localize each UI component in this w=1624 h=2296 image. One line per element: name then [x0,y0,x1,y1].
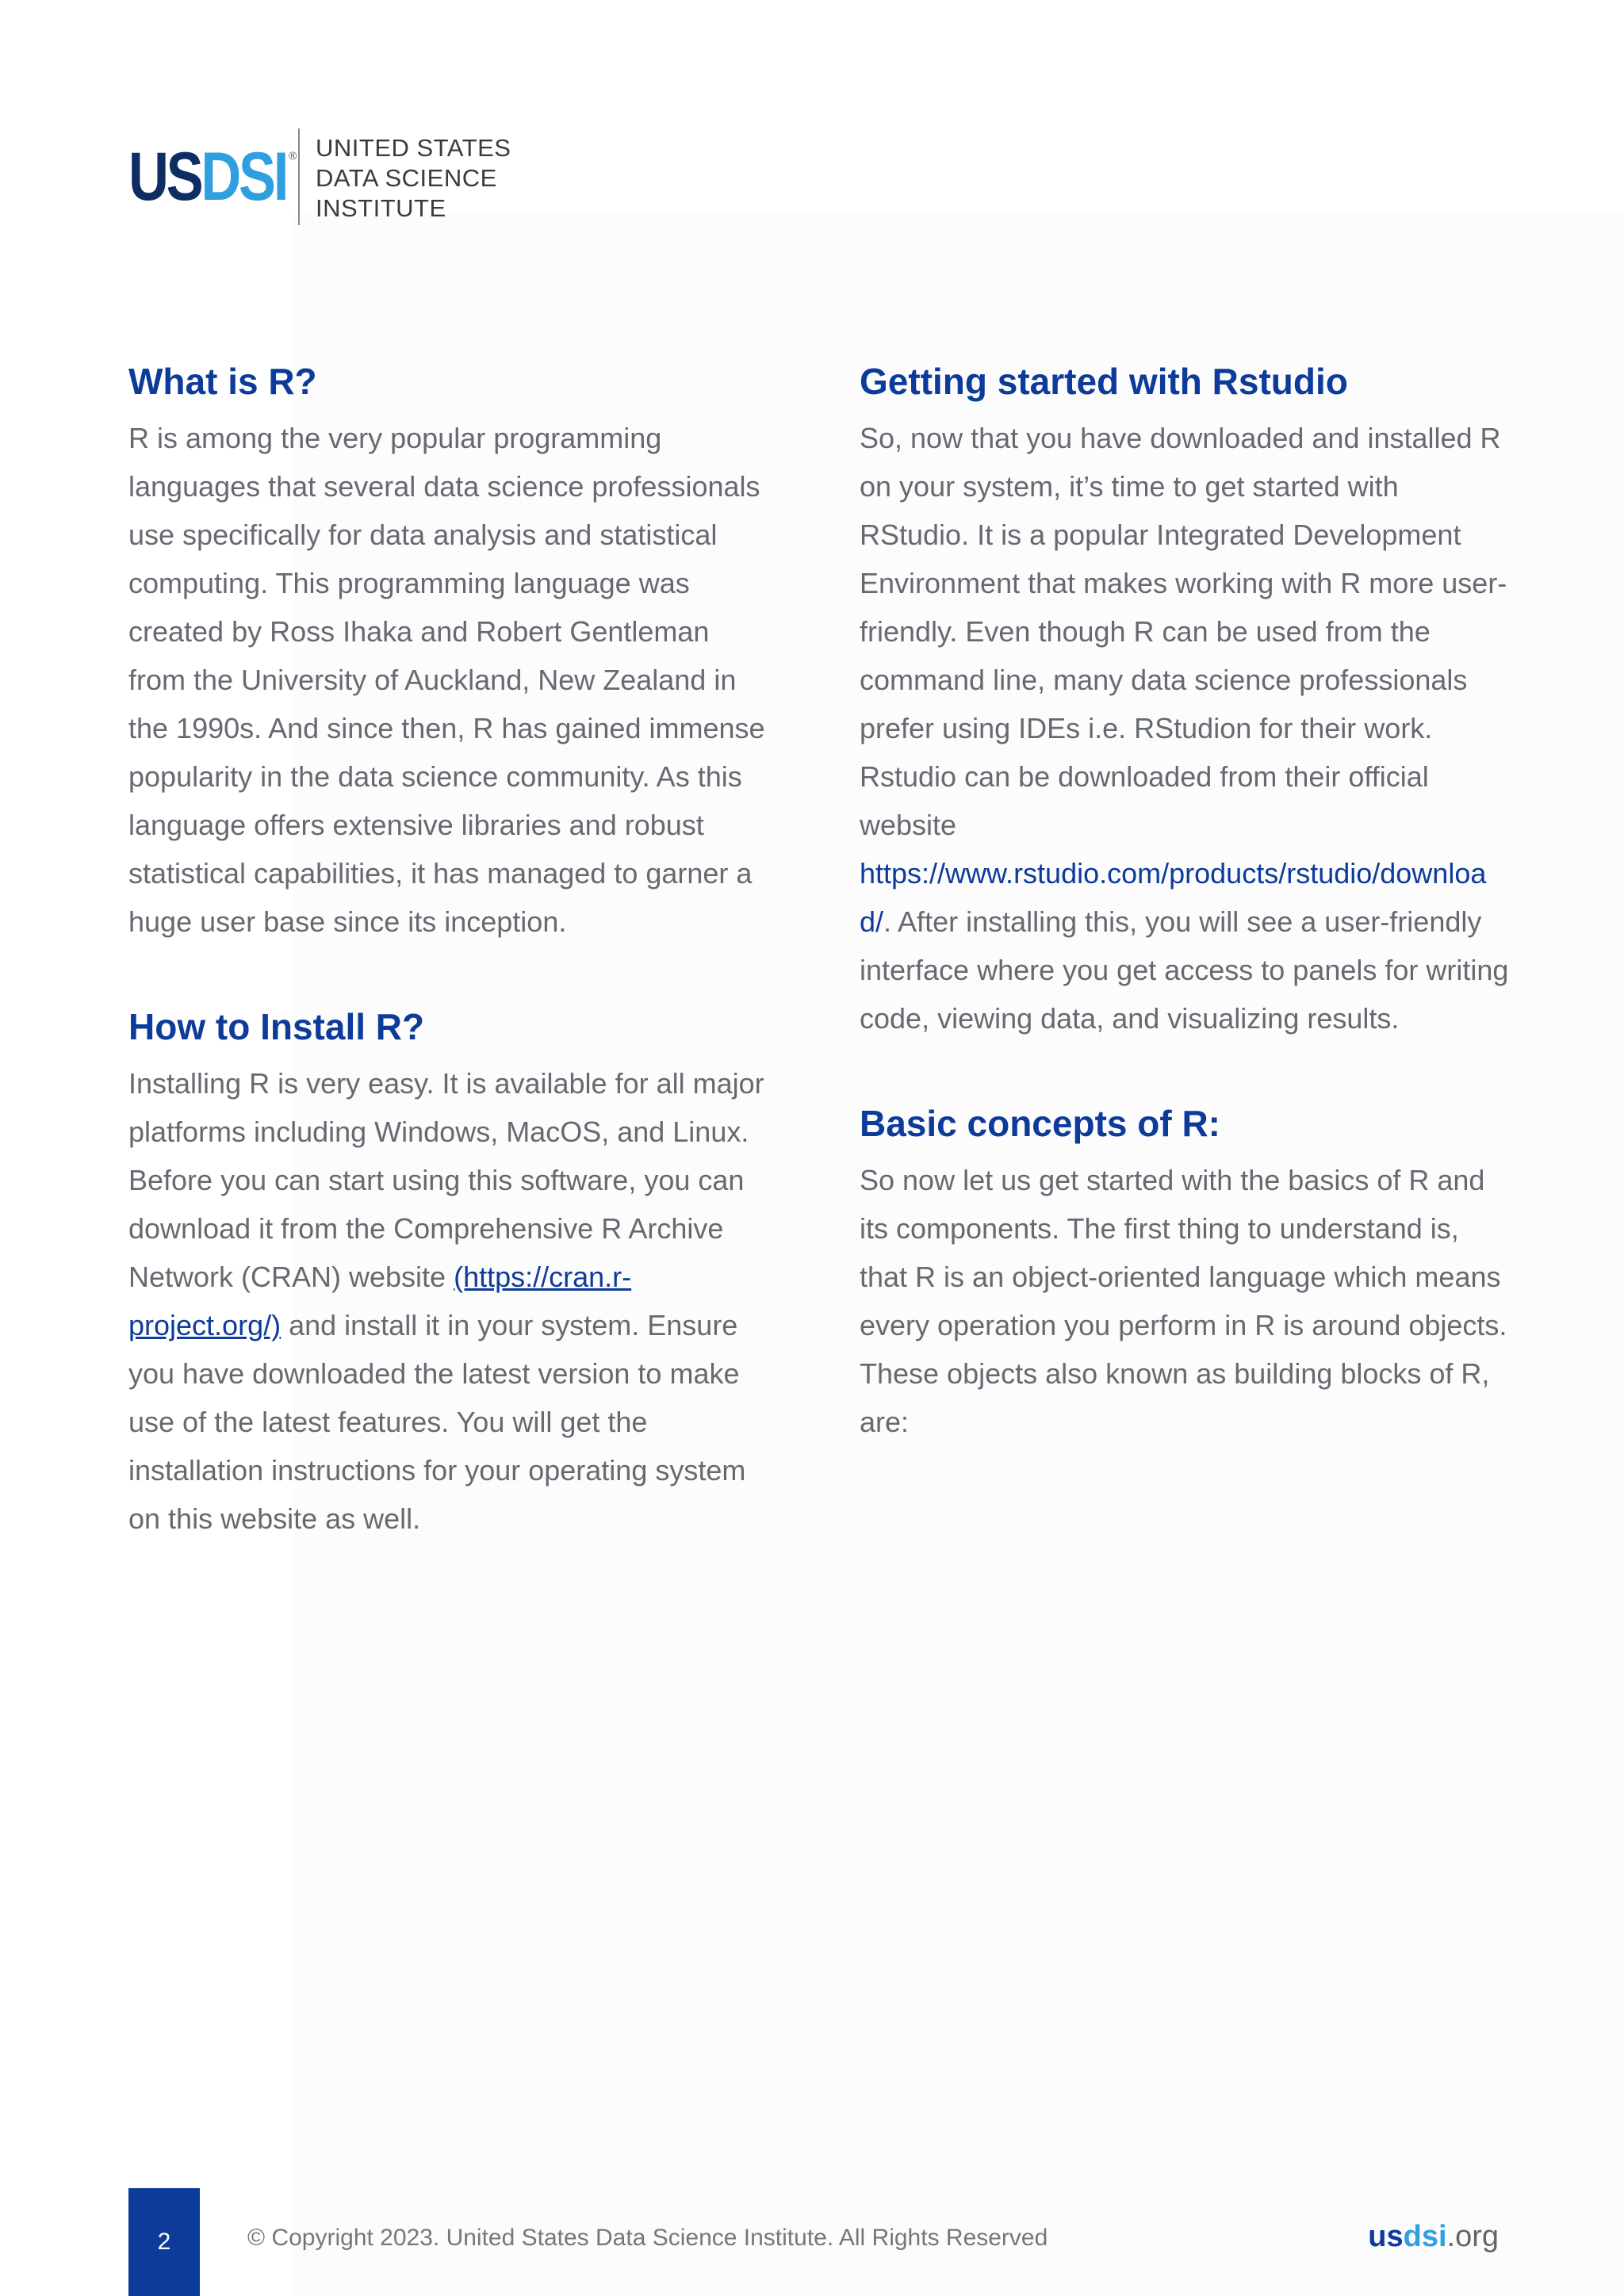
logo-mark [128,139,287,215]
logo-dsi: DSI [201,139,287,215]
section-text-install-r [128,1059,771,1543]
registered-mark: ® [289,149,297,162]
org-line-1: UNITED STATES [316,134,511,162]
section-title-rstudio: Getting started with Rstudio [860,361,1348,402]
left-column [128,349,771,1543]
rstudio-after-text: . After installing this, you will see a user-friendly interface where you get access to panels for writing code, viewing data, and visualizing results. [860,905,1509,1035]
site-dsi: dsi [1403,2220,1447,2253]
section-text-basic-concepts: So now let us get started with the basics of R and its components. The first thing to understand is, that R is an object-oriented language which means every operation you perform in R is around objects. These objects also known as building blocks of R, are: [860,1164,1507,1438]
install-text-a: Installing R is very easy. It is available for all major platforms including Windows, MacOS, and Linux. Before you can start using this software, you can download it from the Comprehensive R Archive Network (CRAN) website [128,1067,764,1293]
logo-divider [298,128,300,225]
copyright-text: © Copyright 2023. United States Data Science Institute. All Rights Reserved [247,2225,1048,2251]
org-line-2: DATA SCIENCE [316,164,497,192]
section-title-basic-concepts: Basic concepts of R: [860,1103,1220,1144]
cran-link[interactable]: (https://cran.r-project.org/) [128,1261,632,1341]
section-text-what-is-r: R is among the very popular programming languages that several data science professionals use specifically for data analysis and statistical computing. This programming language was created by Ross Ihaka and Robert Gentleman from the University of Auckland, New Zealand in the 1990s. And since then, R has gained immense popularity in the data science community. As this language offers extensive libraries and robust statistical capabilities, it has managed to garner a huge user base since its inception. [128,422,765,938]
usdsi-logo[interactable] [128,128,511,225]
section-text-rstudio-download [860,752,1510,1043]
logo-org-name [316,133,553,224]
install-text-b: and install it in your system. Ensure you have downloaded the latest version to make use of the latest features. You will get the installation instructions for your operating system on this website as well. [128,1309,746,1535]
section-text-rstudio: So, now that you have downloaded and installed R on your system, it’s time to get started with RStudio. It is a popular Integrated Development Environment that makes working with R more user-friendly. Even though R can be used from the command line, many data science professionals prefer using IDEs i.e. RStudion for their work. [860,422,1507,744]
rstudio-download-text: Rstudio can be downloaded from their official website [860,760,1429,841]
site-org: .org [1446,2220,1499,2253]
section-title-what-is-r: What is R? [128,361,317,402]
logo-us: US [128,139,201,215]
rstudio-link[interactable]: https://www.rstudio.com/products/rstudio/download/ [860,857,1487,938]
right-column [860,349,1510,1446]
page-number: 2 [128,2188,200,2296]
section-title-install-r: How to Install R? [128,1006,425,1047]
site-us: us [1368,2220,1404,2253]
org-line-3: INSTITUTE [316,194,446,222]
site-link[interactable] [1368,2220,1499,2254]
